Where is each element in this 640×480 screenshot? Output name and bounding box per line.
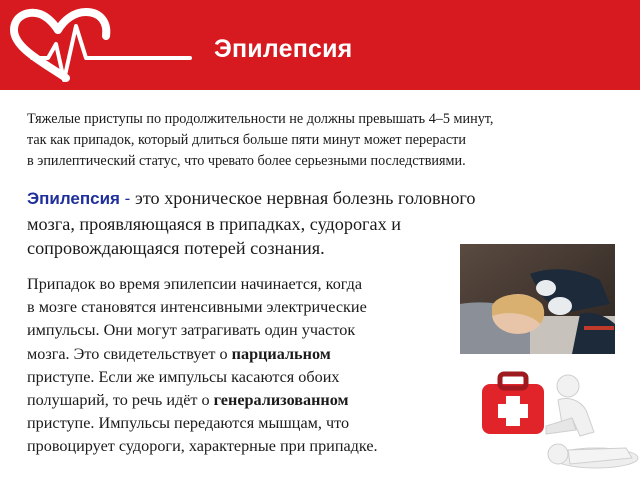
intro-line: так как припадок, который длиться больше пяти минут может перерасти xyxy=(27,132,466,148)
body-line: провоцирует судороги, характерные при припадке. xyxy=(27,437,378,456)
definition-line: сопровождающаяся потерей сознания. xyxy=(27,238,325,258)
body-text: полушарий, то речь идёт о xyxy=(27,391,214,410)
body-line xyxy=(27,389,457,412)
heart-pulse-icon xyxy=(4,8,194,88)
first-aid-kit-icon xyxy=(476,362,640,480)
definition-text: это хроническое нервная болезнь головного xyxy=(135,188,476,208)
intro-line: в эпилептический статус, что чревато более серьезными последствиями. xyxy=(27,153,466,169)
partial-seizure-term: парциальном xyxy=(231,344,331,363)
intro-line: Тяжелые приступы по продолжительности не должны превышать 4–5 минут, xyxy=(27,111,494,127)
page-title: Эпилепсия xyxy=(214,35,353,63)
body-line: приступе. Импульсы передаются мышцам, что xyxy=(27,414,350,433)
first-aid-photo xyxy=(460,244,615,354)
body-line xyxy=(27,343,457,366)
body-line: в мозге становятся интенсивными электрические xyxy=(27,298,367,317)
body-line: импульсы. Они могут затрагивать один участок xyxy=(27,321,356,340)
definition-term: Эпилепсия xyxy=(27,189,120,208)
definition-dash: - xyxy=(119,189,136,208)
generalized-seizure-term: генерализованном xyxy=(213,391,349,410)
body-text: мозга. Это свидетельствует о xyxy=(27,344,232,363)
definition-line xyxy=(27,186,587,212)
definition-line: мозга, проявляющаяся в припадках, судорогах и xyxy=(27,213,401,234)
body-line: Припадок во время эпилепсии начинается, когда xyxy=(27,275,363,293)
seizure-description xyxy=(27,273,457,459)
body-line: приступе. Если же импульсы касаются обоих xyxy=(27,367,340,386)
header-banner xyxy=(0,0,640,90)
intro-paragraph xyxy=(27,109,627,172)
